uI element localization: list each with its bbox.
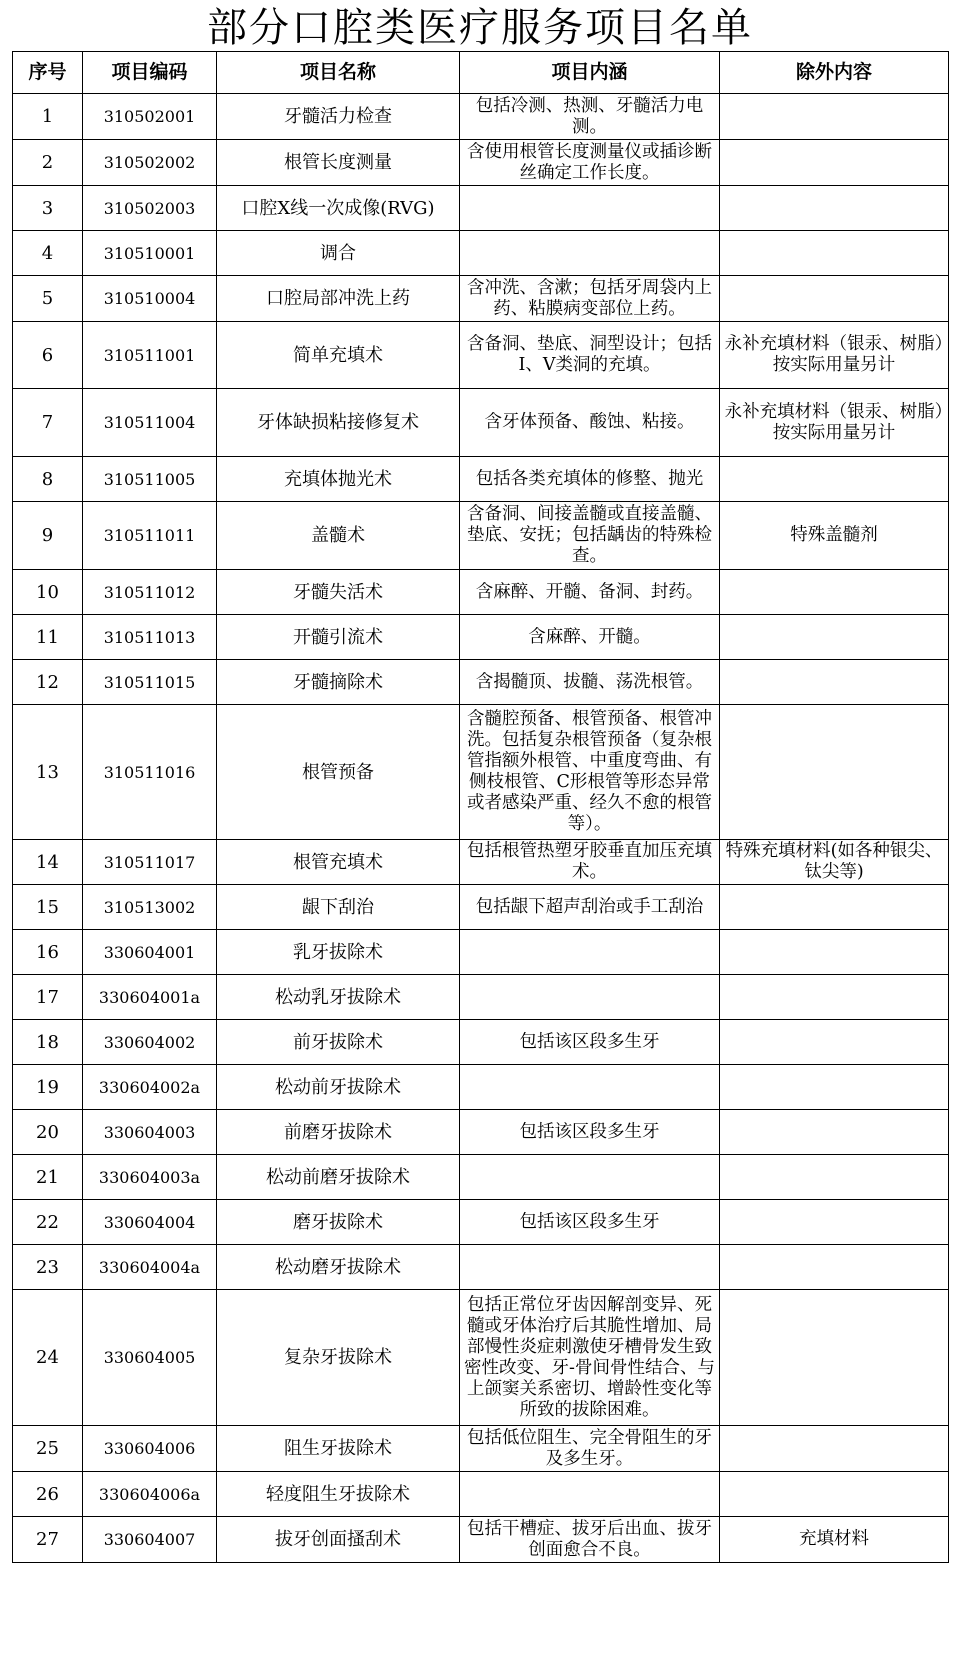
table-row — [13, 1065, 949, 1110]
cell-exclude — [720, 140, 949, 186]
table-row — [13, 140, 949, 186]
cell-seq: 14 — [13, 840, 83, 885]
cell-seq: 3 — [13, 186, 83, 231]
cell-exclude — [720, 457, 949, 502]
table-row — [13, 1020, 949, 1065]
cell-code: 330604003a — [83, 1155, 217, 1200]
cell-content — [460, 975, 720, 1020]
cell-code: 310511013 — [83, 615, 217, 660]
table-row — [13, 885, 949, 930]
cell-code: 330604001a — [83, 975, 217, 1020]
cell-name: 根管充填术 — [217, 840, 460, 885]
cell-code: 310510001 — [83, 231, 217, 276]
cell-content: 含备洞、间接盖髓或直接盖髓、垫底、安抚；包括龋齿的特殊检查。 — [460, 502, 720, 570]
cell-seq: 22 — [13, 1200, 83, 1245]
cell-code: 330604002 — [83, 1020, 217, 1065]
table-row — [13, 1155, 949, 1200]
cell-content — [460, 1065, 720, 1110]
cell-seq: 19 — [13, 1065, 83, 1110]
table-row — [13, 94, 949, 140]
cell-name: 磨牙拔除术 — [217, 1200, 460, 1245]
cell-code: 310513002 — [83, 885, 217, 930]
table-row — [13, 1472, 949, 1517]
page-title: 部分口腔类医疗服务项目名单 — [207, 5, 753, 51]
cell-content: 包括龈下超声刮治或手工刮治 — [460, 885, 720, 930]
table-row — [13, 930, 949, 975]
cell-exclude: 充填材料 — [720, 1517, 949, 1563]
cell-name: 松动乳牙拔除术 — [217, 975, 460, 1020]
cell-exclude — [720, 276, 949, 322]
cell-code: 330604007 — [83, 1517, 217, 1563]
cell-name: 根管预备 — [217, 705, 460, 840]
cell-code: 310511012 — [83, 570, 217, 615]
cell-seq: 27 — [13, 1517, 83, 1563]
cell-exclude — [720, 930, 949, 975]
cell-exclude — [720, 1426, 949, 1472]
cell-code: 310511016 — [83, 705, 217, 840]
cell-seq: 25 — [13, 1426, 83, 1472]
cell-seq: 20 — [13, 1110, 83, 1155]
table-row — [13, 186, 949, 231]
cell-name: 前磨牙拔除术 — [217, 1110, 460, 1155]
cell-content — [460, 1245, 720, 1290]
cell-seq: 17 — [13, 975, 83, 1020]
cell-name: 轻度阻生牙拔除术 — [217, 1472, 460, 1517]
table-row — [13, 975, 949, 1020]
cell-name: 松动前磨牙拔除术 — [217, 1155, 460, 1200]
cell-code: 330604006a — [83, 1472, 217, 1517]
cell-code: 310511004 — [83, 389, 217, 457]
cell-exclude — [720, 1200, 949, 1245]
cell-content — [460, 186, 720, 231]
cell-seq: 26 — [13, 1472, 83, 1517]
cell-code: 310502001 — [83, 94, 217, 140]
table-header-row — [13, 52, 949, 94]
cell-seq: 21 — [13, 1155, 83, 1200]
cell-content: 含牙体预备、酸蚀、粘接。 — [460, 389, 720, 457]
table-row — [13, 615, 949, 660]
cell-name: 口腔局部冲洗上药 — [217, 276, 460, 322]
cell-seq: 7 — [13, 389, 83, 457]
cell-code: 310502003 — [83, 186, 217, 231]
table-row — [13, 1200, 949, 1245]
cell-name: 口腔X线一次成像(RVG) — [217, 186, 460, 231]
table-row — [13, 1426, 949, 1472]
table-row — [13, 1517, 949, 1563]
cell-name: 拔牙创面搔刮术 — [217, 1517, 460, 1563]
cell-content: 包括冷测、热测、牙髓活力电测。 — [460, 94, 720, 140]
cell-exclude — [720, 1065, 949, 1110]
cell-name: 简单充填术 — [217, 322, 460, 389]
cell-content: 含备洞、垫底、洞型设计；包括I、V类洞的充填。 — [460, 322, 720, 389]
cell-content: 包括该区段多生牙 — [460, 1110, 720, 1155]
table-row — [13, 1245, 949, 1290]
cell-exclude — [720, 705, 949, 840]
cell-seq: 9 — [13, 502, 83, 570]
cell-exclude — [720, 1020, 949, 1065]
service-items-table — [12, 51, 949, 1563]
cell-code: 330604002a — [83, 1065, 217, 1110]
cell-name: 乳牙拔除术 — [217, 930, 460, 975]
table-row — [13, 1110, 949, 1155]
table-row — [13, 1290, 949, 1426]
cell-code: 310510004 — [83, 276, 217, 322]
cell-seq: 13 — [13, 705, 83, 840]
cell-name: 复杂牙拔除术 — [217, 1290, 460, 1426]
cell-exclude — [720, 975, 949, 1020]
table-row — [13, 705, 949, 840]
cell-seq: 8 — [13, 457, 83, 502]
cell-code: 330604001 — [83, 930, 217, 975]
cell-code: 310511001 — [83, 322, 217, 389]
cell-seq: 15 — [13, 885, 83, 930]
cell-content — [460, 1155, 720, 1200]
header-code: 项目编码 — [83, 52, 217, 94]
cell-content: 含髓腔预备、根管预备、根管冲洗。包括复杂根管预备（复杂根管指额外根管、中重度弯曲、有侧枝根管、C形根管等形态异常或者感染严重、经久不愈的根管等）。 — [460, 705, 720, 840]
cell-exclude — [720, 1245, 949, 1290]
cell-name: 牙髓失活术 — [217, 570, 460, 615]
cell-exclude — [720, 231, 949, 276]
cell-exclude — [720, 186, 949, 231]
table-row — [13, 840, 949, 885]
table-row — [13, 276, 949, 322]
cell-name: 阻生牙拔除术 — [217, 1426, 460, 1472]
cell-code: 310511017 — [83, 840, 217, 885]
cell-code: 330604004 — [83, 1200, 217, 1245]
table-row — [13, 389, 949, 457]
header-name: 项目名称 — [217, 52, 460, 94]
cell-content: 包括该区段多生牙 — [460, 1020, 720, 1065]
cell-content: 含揭髓顶、拔髓、荡洗根管。 — [460, 660, 720, 705]
cell-exclude — [720, 1110, 949, 1155]
cell-code: 330604006 — [83, 1426, 217, 1472]
table-row — [13, 231, 949, 276]
cell-name: 龈下刮治 — [217, 885, 460, 930]
cell-name: 开髓引流术 — [217, 615, 460, 660]
cell-content: 含使用根管长度测量仪或插诊断丝确定工作长度。 — [460, 140, 720, 186]
cell-name: 松动磨牙拔除术 — [217, 1245, 460, 1290]
cell-seq: 16 — [13, 930, 83, 975]
cell-code: 330604005 — [83, 1290, 217, 1426]
cell-content: 包括该区段多生牙 — [460, 1200, 720, 1245]
cell-exclude: 特殊盖髓剂 — [720, 502, 949, 570]
cell-seq: 11 — [13, 615, 83, 660]
table-row — [13, 660, 949, 705]
cell-content: 包括各类充填体的修整、抛光 — [460, 457, 720, 502]
cell-code: 330604003 — [83, 1110, 217, 1155]
header-seq: 序号 — [13, 52, 83, 94]
cell-seq: 4 — [13, 231, 83, 276]
header-exclude: 除外内容 — [720, 52, 949, 94]
cell-seq: 6 — [13, 322, 83, 389]
cell-seq: 23 — [13, 1245, 83, 1290]
cell-seq: 12 — [13, 660, 83, 705]
cell-content: 包括正常位牙齿因解剖变异、死髓或牙体治疗后其脆性增加、局部慢性炎症刺激使牙槽骨发生致密性改变、牙-骨间骨性结合、与上颌窦关系密切、增龄性变化等所致的拔除困难。 — [460, 1290, 720, 1426]
cell-seq: 18 — [13, 1020, 83, 1065]
cell-code: 310511011 — [83, 502, 217, 570]
cell-content: 包括根管热塑牙胶垂直加压充填术。 — [460, 840, 720, 885]
table-row — [13, 502, 949, 570]
cell-content: 包括干槽症、拔牙后出血、拔牙创面愈合不良。 — [460, 1517, 720, 1563]
cell-seq: 1 — [13, 94, 83, 140]
cell-exclude: 特殊充填材料(如各种银尖、钛尖等) — [720, 840, 949, 885]
cell-exclude — [720, 1155, 949, 1200]
cell-name: 牙髓摘除术 — [217, 660, 460, 705]
cell-exclude — [720, 94, 949, 140]
table-row — [13, 457, 949, 502]
cell-content: 含麻醉、开髓、备洞、封药。 — [460, 570, 720, 615]
cell-code: 310511015 — [83, 660, 217, 705]
cell-exclude: 永补充填材料（银汞、树脂）按实际用量另计 — [720, 389, 949, 457]
table-row — [13, 322, 949, 389]
cell-content: 包括低位阻生、完全骨阻生的牙及多生牙。 — [460, 1426, 720, 1472]
cell-seq: 5 — [13, 276, 83, 322]
cell-content — [460, 231, 720, 276]
cell-code: 310502002 — [83, 140, 217, 186]
cell-exclude — [720, 615, 949, 660]
cell-content — [460, 930, 720, 975]
header-content: 项目内涵 — [460, 52, 720, 94]
cell-content — [460, 1472, 720, 1517]
cell-content: 含冲洗、含漱；包括牙周袋内上药、粘膜病变部位上药。 — [460, 276, 720, 322]
cell-code: 330604004a — [83, 1245, 217, 1290]
cell-name: 根管长度测量 — [217, 140, 460, 186]
cell-name: 盖髓术 — [217, 502, 460, 570]
cell-code: 310511005 — [83, 457, 217, 502]
cell-exclude — [720, 885, 949, 930]
cell-name: 松动前牙拔除术 — [217, 1065, 460, 1110]
cell-exclude — [720, 660, 949, 705]
cell-seq: 10 — [13, 570, 83, 615]
cell-name: 牙体缺损粘接修复术 — [217, 389, 460, 457]
cell-name: 前牙拔除术 — [217, 1020, 460, 1065]
cell-exclude: 永补充填材料（银汞、树脂）按实际用量另计 — [720, 322, 949, 389]
table-row — [13, 570, 949, 615]
cell-name: 牙髓活力检查 — [217, 94, 460, 140]
cell-exclude — [720, 1290, 949, 1426]
cell-exclude — [720, 1472, 949, 1517]
cell-exclude — [720, 570, 949, 615]
cell-name: 调合 — [217, 231, 460, 276]
cell-seq: 2 — [13, 140, 83, 186]
cell-seq: 24 — [13, 1290, 83, 1426]
cell-name: 充填体抛光术 — [217, 457, 460, 502]
cell-content: 含麻醉、开髓。 — [460, 615, 720, 660]
